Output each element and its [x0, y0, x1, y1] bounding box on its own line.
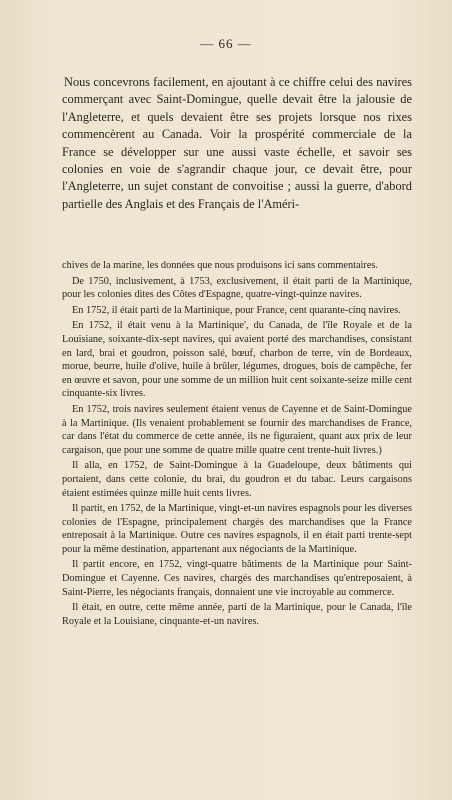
- note-paragraph: En 1752, trois navires seulement étaient venus de Cayenne et de Saint-Domingue à la Martinique. (Ils venaient probablement se fournir des marchandises de France, car dans l'état du commerce de cette année, ils ne figuraient, quant aux prix de leur cargaison, que pour une somme de quatre mille quatre cent trente-huit livres.): [62, 403, 412, 456]
- note-paragraph: Il partit encore, en 1752, vingt-quatre bâtiments de la Martinique pour Saint-Domingue et Cayenne. Ces navires, chargés des marchandises qu'entreposaient, à Saint-Pierre, les négociants français, donnaient une vie incroyable au commerce.: [62, 559, 412, 598]
- note-paragraph: De 1750, inclusivement, à 1753, exclusivement, il était parti de la Martinique, pour les colonies dites des Côtes d'Espagne, quatre-vingt-quinze navires.: [62, 275, 412, 301]
- note-paragraph: En 1752, il était venu à la Martinique', du Canada, de l'île Royale et de la Louisiane, soixante-dix-sept navires, qui avaient porté des marchandises, consistant en lard, brai et goudron, poisson salé, bœuf, charbon de terre, vin de Bordeaux, morue, beurre, huile d'olive, huile à brûler, légumes, drogues, bois de campêche, fer en œuvre et savon, pour une somme de un million huit cent soixante-seize mille cent cinquante-six livres.: [62, 320, 412, 400]
- note-paragraph: chives de la marine, les données que nous produisons ici sans commentaires.: [62, 260, 378, 271]
- note-paragraph: Il était, en outre, cette même année, parti de la Martinique, pour le Canada, l'île Royale et la Louisiane, cinquante-et-un navires.: [62, 602, 412, 627]
- note-paragraph: Il alla, en 1752, de Saint-Domingue à la Guadeloupe, deux bâtiments qui portaient, dans cette colonie, du brai, du goudron et du tabac. Leurs cargaisons étaient estimées quinze mille huit cents livres.: [62, 460, 412, 499]
- intro-paragraph: Nous concevrons facilement, en ajoutant à ce chiffre celui des navires commerçant avec Saint-Domingue, quelle devait être la jalousie de l'Angleterre, et quels devaient être ses projets lorsque nos rixes commencèrent au Canada. Voir la prospérité commerciale de la France se développer sur une aussi vaste échelle, et savoir ses colonies en voie de s'agrandir chaque jour, ce devait être, pour l'Angleterre, un sujet constant de convoitise ; aussi la guerre, d'abord partielle des Anglais et des Français de l'Améri-: [62, 75, 412, 211]
- page-number: — 66 —: [200, 36, 252, 51]
- footnote-block: [62, 259, 412, 630]
- note-paragraph: Il partit, en 1752, de la Martinique, vingt-et-un navires espagnols pour les diverses colonies de l'Espagne, principalement chargés des marchandises que la France entreposait à la Martinique. Outre ces navires espagnols, il en était parti trente-sept pour la même destination, appartenant aux négociants de la Martinique.: [62, 503, 412, 555]
- main-text: [62, 74, 412, 213]
- note-paragraph: En 1752, il était parti de la Martinique, pour France, cent quarante-cinq navires.: [72, 304, 401, 316]
